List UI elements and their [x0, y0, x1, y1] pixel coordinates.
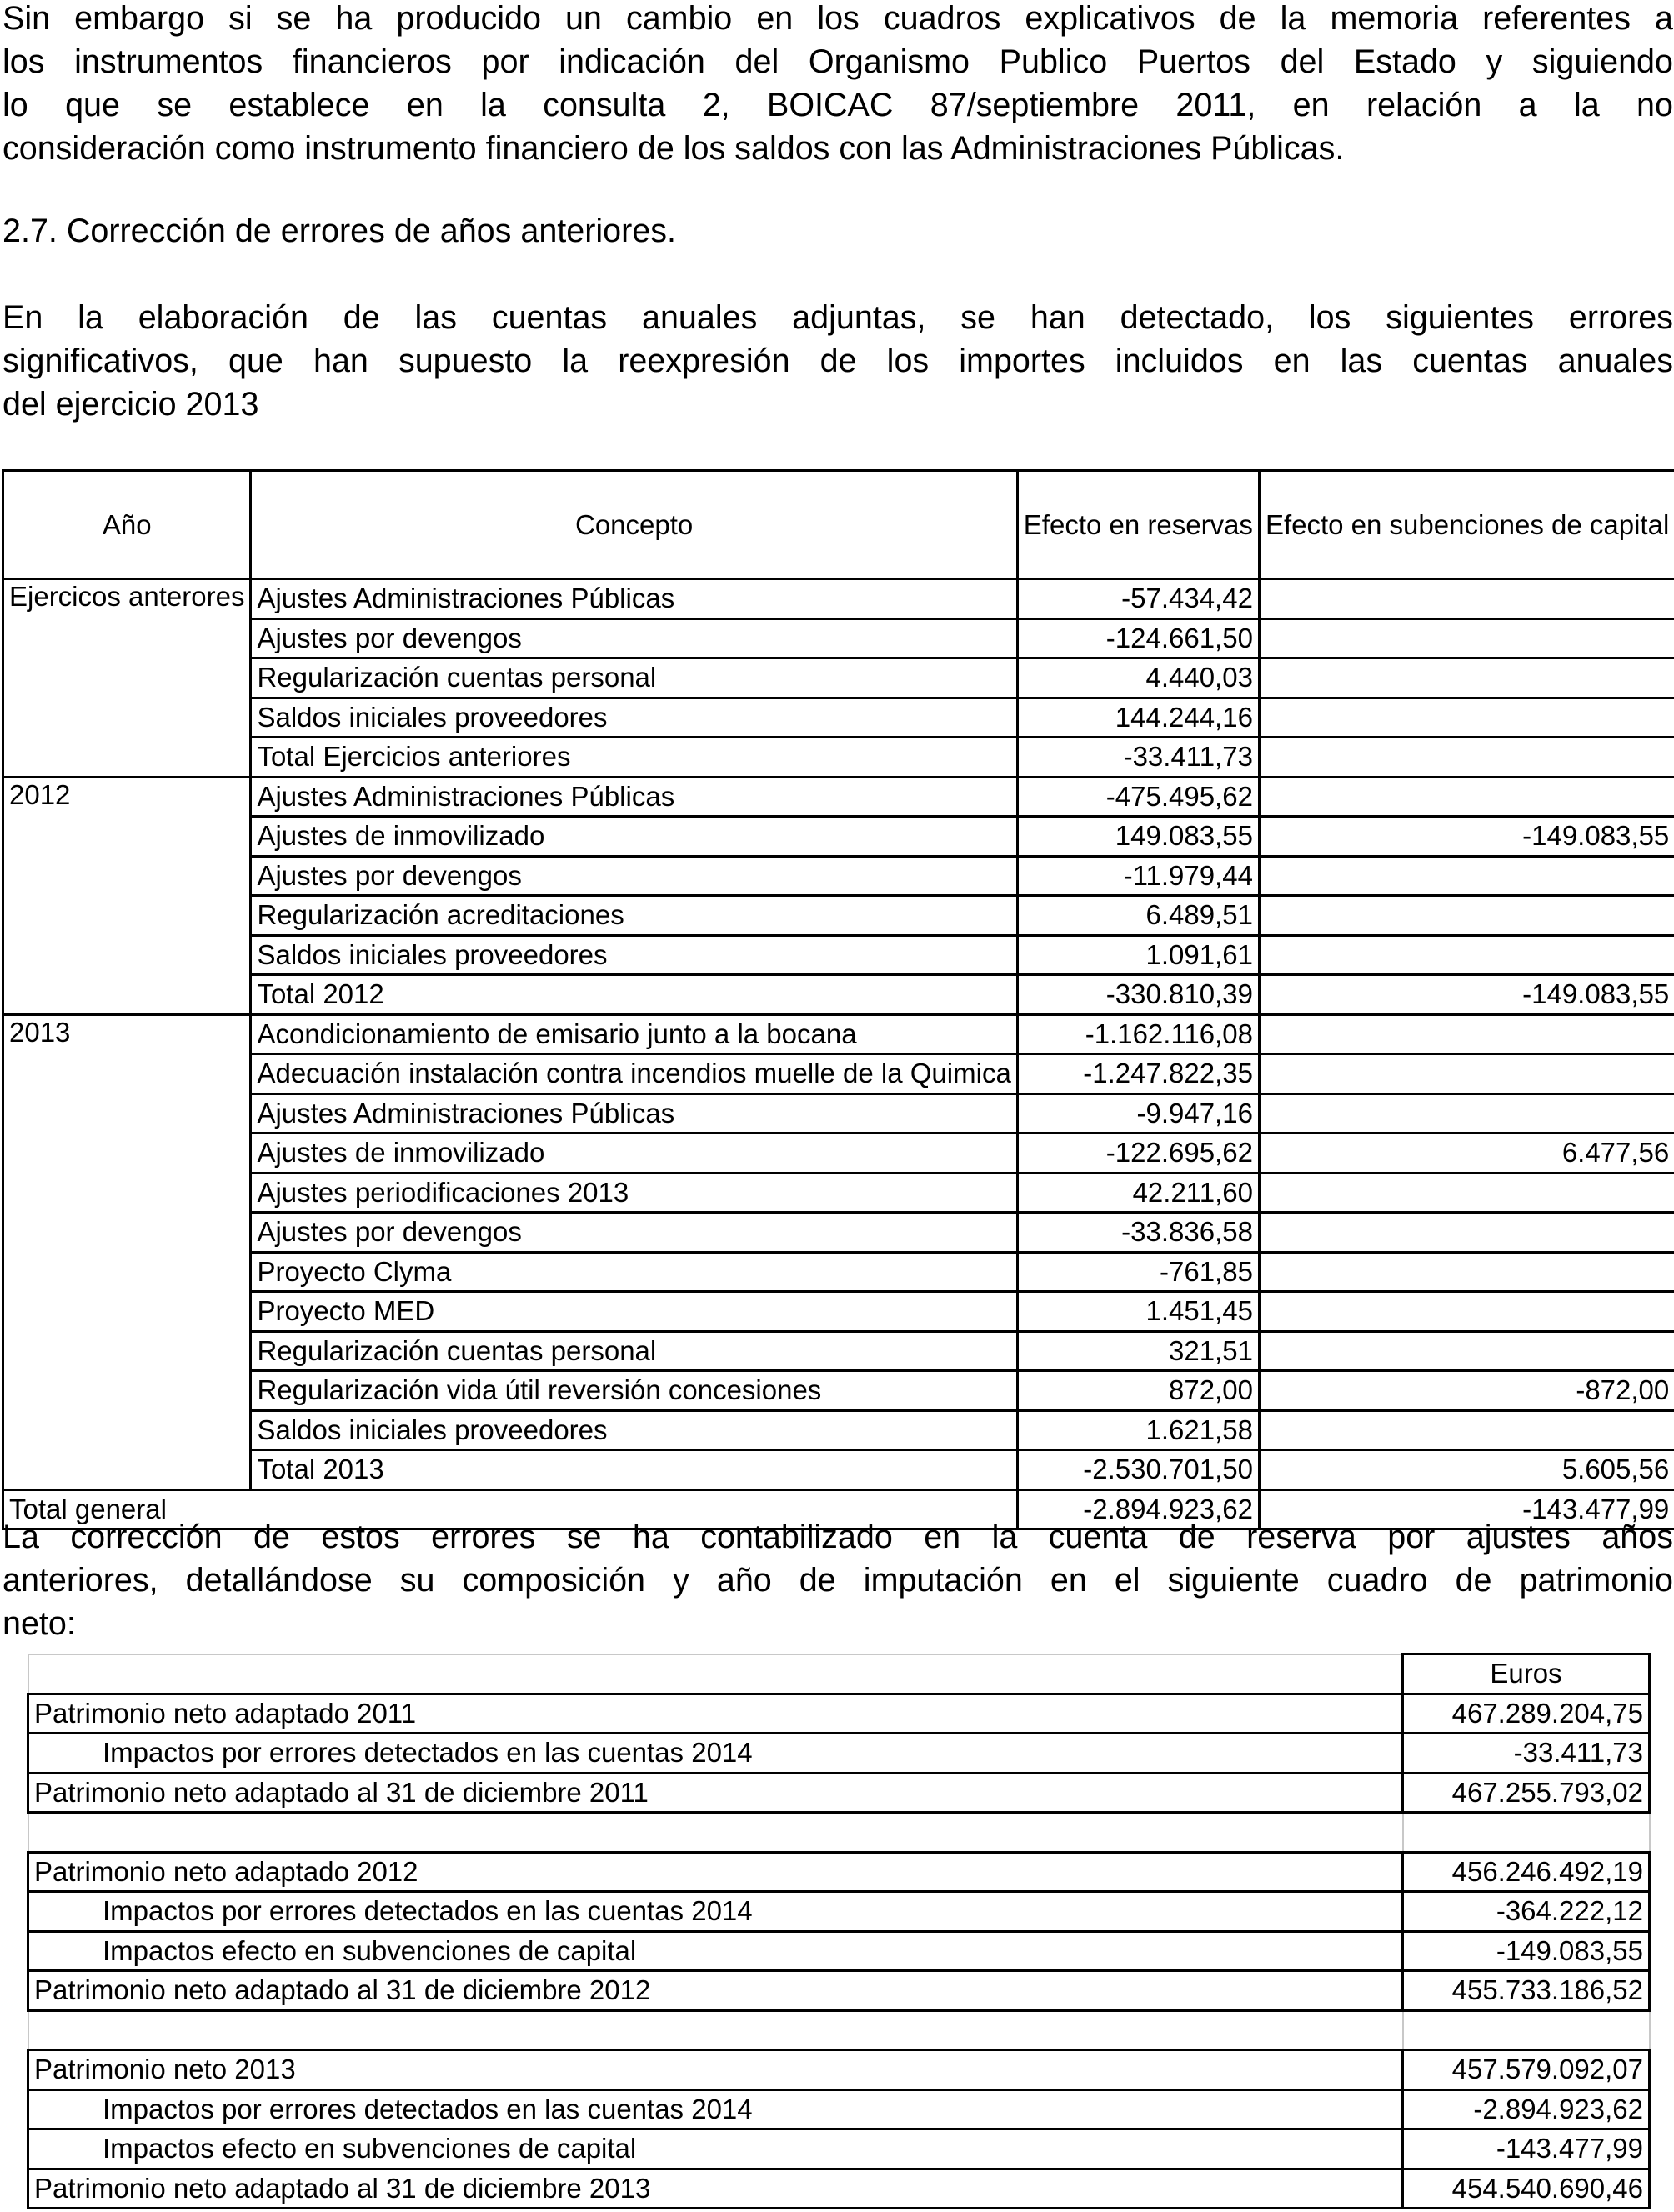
subsidies-cell: -149.083,55 — [1259, 975, 1674, 1015]
equity-row — [28, 1773, 1650, 1813]
reserves-cell: -1.162.116,08 — [1017, 1014, 1259, 1054]
year-cell: 2012 — [3, 777, 251, 1014]
equity-row — [28, 1892, 1650, 1932]
reserves-cell: 6.489,51 — [1017, 896, 1259, 936]
spacer-cell — [28, 2010, 1403, 2050]
equity-table-body — [28, 1654, 1650, 2209]
spacer-row — [28, 2010, 1650, 2050]
equity-label: Patrimonio neto adaptado al 31 de diciembre 2013 — [28, 2169, 1403, 2209]
subsidies-cell: -149.083,55 — [1259, 817, 1674, 857]
reserves-cell: 872,00 — [1017, 1371, 1259, 1411]
correction-paragraph — [3, 1515, 1673, 1645]
errors-table-body — [3, 579, 1674, 1529]
concept-cell: Proyecto Clyma — [251, 1252, 1017, 1292]
reserves-cell: 4.440,03 — [1017, 658, 1259, 698]
concept-cell: Ajustes por devengos — [251, 1213, 1017, 1253]
concept-cell: Total 2013 — [251, 1450, 1017, 1490]
equity-value: -149.083,55 — [1403, 1931, 1650, 1971]
subsidies-cell — [1259, 896, 1674, 936]
subsidies-cell — [1259, 1054, 1674, 1094]
concept-cell: Regularización acreditaciones — [251, 896, 1017, 936]
grand-total-label: Total general — [3, 1489, 1018, 1529]
subsidies-cell — [1259, 1410, 1674, 1450]
equity-value: -33.411,73 — [1403, 1734, 1650, 1774]
concept-cell: Regularización cuentas personal — [251, 658, 1017, 698]
reserves-cell: -761,85 — [1017, 1252, 1259, 1292]
subsidies-cell: 6.477,56 — [1259, 1134, 1674, 1174]
header-subsidies: Efecto en subenciones de capital — [1259, 471, 1674, 579]
reserves-cell: -57.434,42 — [1017, 579, 1259, 619]
errors-paragraph — [3, 296, 1673, 426]
table-row — [3, 896, 1674, 936]
concept-cell: Acondicionamiento de emisario junto a la bocana — [251, 1014, 1017, 1054]
equity-label: Patrimonio neto adaptado 2012 — [28, 1852, 1403, 1892]
equity-row — [28, 1971, 1650, 2011]
concept-cell: Ajustes por devengos — [251, 856, 1017, 896]
subsidies-cell — [1259, 698, 1674, 738]
errors-correction-table — [2, 469, 1674, 1530]
equity-label: Patrimonio neto adaptado al 31 de diciembre 2012 — [28, 1971, 1403, 2011]
equity-label: Impactos por errores detectados en las cuentas 2014 — [28, 1892, 1403, 1932]
subsidies-cell — [1259, 658, 1674, 698]
table-row — [3, 975, 1674, 1015]
grand-total-subsidies: -143.477,99 — [1259, 1489, 1674, 1529]
equity-label: Patrimonio neto adaptado al 31 de diciembre 2011 — [28, 1773, 1403, 1813]
reserves-cell: -33.836,58 — [1017, 1213, 1259, 1253]
equity-value: 457.579.092,07 — [1403, 2050, 1650, 2090]
table-row — [3, 856, 1674, 896]
paragraph-line: anteriores, detallándose su composición y año de imputación en el siguiente cuadro de patrimonio — [3, 1562, 1673, 1599]
concept-cell: Regularización vida útil reversión concesiones — [251, 1371, 1017, 1411]
spacer-cell — [1403, 2010, 1650, 2050]
equity-value: 456.246.492,19 — [1403, 1852, 1650, 1892]
blank-cell — [28, 1654, 1403, 1694]
equity-value: 454.540.690,46 — [1403, 2169, 1650, 2209]
paragraph-line: En la elaboración de las cuentas anuales adjuntas, se han detectado, los siguientes errores — [3, 299, 1673, 336]
subsidies-cell — [1259, 738, 1674, 778]
subsidies-cell — [1259, 1213, 1674, 1253]
table-row — [3, 1252, 1674, 1292]
equity-row — [28, 1734, 1650, 1774]
table-row — [3, 1054, 1674, 1094]
concept-cell: Ajustes Administraciones Públicas — [251, 579, 1017, 619]
table-row — [3, 817, 1674, 857]
table-row — [3, 738, 1674, 778]
header-concept: Concepto — [251, 471, 1017, 579]
equity-header-row — [28, 1654, 1650, 1694]
subsidies-cell — [1259, 856, 1674, 896]
paragraph-line: significativos, que han supuesto la reexpresión de los importes incluidos en las cuentas anuales — [3, 343, 1673, 379]
reserves-cell: -11.979,44 — [1017, 856, 1259, 896]
table-row — [3, 1173, 1674, 1213]
equity-row — [28, 1931, 1650, 1971]
header-reserves: Efecto en reservas — [1017, 471, 1259, 579]
subsidies-cell — [1259, 935, 1674, 975]
reserves-cell: 1.091,61 — [1017, 935, 1259, 975]
reserves-cell: 1.451,45 — [1017, 1292, 1259, 1332]
subsidies-cell — [1259, 777, 1674, 817]
equity-label: Impactos efecto en subvenciones de capital — [28, 2129, 1403, 2169]
concept-cell: Ajustes Administraciones Públicas — [251, 777, 1017, 817]
equity-label: Impactos por errores detectados en las cuentas 2014 — [28, 1734, 1403, 1774]
spacer-cell — [28, 1813, 1403, 1853]
concept-cell: Ajustes Administraciones Públicas — [251, 1093, 1017, 1134]
subsidies-cell — [1259, 1093, 1674, 1134]
reserves-cell: -2.530.701,50 — [1017, 1450, 1259, 1490]
concept-cell: Regularización cuentas personal — [251, 1331, 1017, 1371]
table-row — [3, 1292, 1674, 1332]
table-row — [3, 618, 1674, 658]
equity-row — [28, 1694, 1650, 1734]
table-row — [3, 1371, 1674, 1411]
concept-cell: Total 2012 — [251, 975, 1017, 1015]
paragraph-line: consideración como instrumento financiero de los saldos con las Administraciones Públicas. — [3, 130, 1345, 167]
paragraph-line: neto: — [3, 1605, 76, 1642]
equity-row — [28, 2089, 1650, 2129]
reserves-cell: -1.247.822,35 — [1017, 1054, 1259, 1094]
currency-header: Euros — [1403, 1654, 1650, 1694]
equity-label: Impactos efecto en subvenciones de capital — [28, 1931, 1403, 1971]
concept-cell: Ajustes periodificaciones 2013 — [251, 1173, 1017, 1213]
table-row — [3, 579, 1674, 619]
reserves-cell: -33.411,73 — [1017, 738, 1259, 778]
concept-cell: Adecuación instalación contra incendios muelle de la Quimica — [251, 1054, 1017, 1094]
equity-value: 467.289.204,75 — [1403, 1694, 1650, 1734]
subsidies-cell — [1259, 1173, 1674, 1213]
concept-cell: Ajustes de inmovilizado — [251, 817, 1017, 857]
paragraph-line: Sin embargo si se ha producido un cambio en los cuadros explicativos de la memoria referentes a — [3, 0, 1673, 37]
grand-total-reserves: -2.894.923,62 — [1017, 1489, 1259, 1529]
table-header-row — [3, 471, 1674, 579]
subsidies-cell: -872,00 — [1259, 1371, 1674, 1411]
reserves-cell: 42.211,60 — [1017, 1173, 1259, 1213]
year-cell: Ejercicos anterores — [3, 579, 251, 778]
table-row — [3, 658, 1674, 698]
table-row — [3, 1331, 1674, 1371]
header-year: Año — [3, 471, 251, 579]
subsidies-cell — [1259, 579, 1674, 619]
subsidies-cell — [1259, 1331, 1674, 1371]
equity-value: -2.894.923,62 — [1403, 2089, 1650, 2129]
equity-value: -364.222,12 — [1403, 1892, 1650, 1932]
reserves-cell: 144.244,16 — [1017, 698, 1259, 738]
table-row — [3, 1134, 1674, 1174]
paragraph-line: La corrección de estos errores se ha contabilizado en la cuenta de reserva por ajustes años — [3, 1519, 1673, 1555]
concept-cell: Saldos iniciales proveedores — [251, 698, 1017, 738]
table-row — [3, 777, 1674, 817]
equity-table — [27, 1653, 1651, 2209]
reserves-cell: -330.810,39 — [1017, 975, 1259, 1015]
reserves-cell: -124.661,50 — [1017, 618, 1259, 658]
spacer-row — [28, 1813, 1650, 1853]
equity-value: -143.477,99 — [1403, 2129, 1650, 2169]
paragraph-line: los instrumentos financieros por indicación del Organismo Publico Puertos del Estado y siguiendo — [3, 43, 1673, 80]
concept-cell: Proyecto MED — [251, 1292, 1017, 1332]
section-heading: 2.7. Corrección de errores de años anteriores. — [3, 213, 676, 249]
subsidies-cell — [1259, 1292, 1674, 1332]
equity-row — [28, 2050, 1650, 2090]
subsidies-cell — [1259, 1252, 1674, 1292]
reserves-cell: -9.947,16 — [1017, 1093, 1259, 1134]
equity-label: Patrimonio neto 2013 — [28, 2050, 1403, 2090]
spacer-cell — [1403, 1813, 1650, 1853]
table-row — [3, 1450, 1674, 1490]
reserves-cell: 149.083,55 — [1017, 817, 1259, 857]
paragraph-line: lo que se establece en la consulta 2, BOICAC 87/septiembre 2011, en relación a la no — [3, 87, 1673, 123]
table-row — [3, 1213, 1674, 1253]
concept-cell: Ajustes de inmovilizado — [251, 1134, 1017, 1174]
paragraph-line: del ejercicio 2013 — [3, 386, 259, 423]
equity-row — [28, 1852, 1650, 1892]
subsidies-cell: 5.605,56 — [1259, 1450, 1674, 1490]
concept-cell: Saldos iniciales proveedores — [251, 935, 1017, 975]
intro-paragraph — [3, 0, 1673, 170]
concept-cell: Total Ejercicios anteriores — [251, 738, 1017, 778]
equity-row — [28, 2129, 1650, 2169]
reserves-cell: -122.695,62 — [1017, 1134, 1259, 1174]
subsidies-cell — [1259, 618, 1674, 658]
concept-cell: Ajustes por devengos — [251, 618, 1017, 658]
equity-value: 467.255.793,02 — [1403, 1773, 1650, 1813]
reserves-cell: 1.621,58 — [1017, 1410, 1259, 1450]
table-row — [3, 1093, 1674, 1134]
table-row — [3, 935, 1674, 975]
table-row — [3, 698, 1674, 738]
table-row — [3, 1014, 1674, 1054]
concept-cell: Saldos iniciales proveedores — [251, 1410, 1017, 1450]
reserves-cell: 321,51 — [1017, 1331, 1259, 1371]
equity-label: Patrimonio neto adaptado 2011 — [28, 1694, 1403, 1734]
equity-row — [28, 2169, 1650, 2209]
subsidies-cell — [1259, 1014, 1674, 1054]
reserves-cell: -475.495,62 — [1017, 777, 1259, 817]
equity-value: 455.733.186,52 — [1403, 1971, 1650, 2011]
year-cell: 2013 — [3, 1014, 251, 1489]
table-row — [3, 1410, 1674, 1450]
equity-label: Impactos por errores detectados en las cuentas 2014 — [28, 2089, 1403, 2129]
